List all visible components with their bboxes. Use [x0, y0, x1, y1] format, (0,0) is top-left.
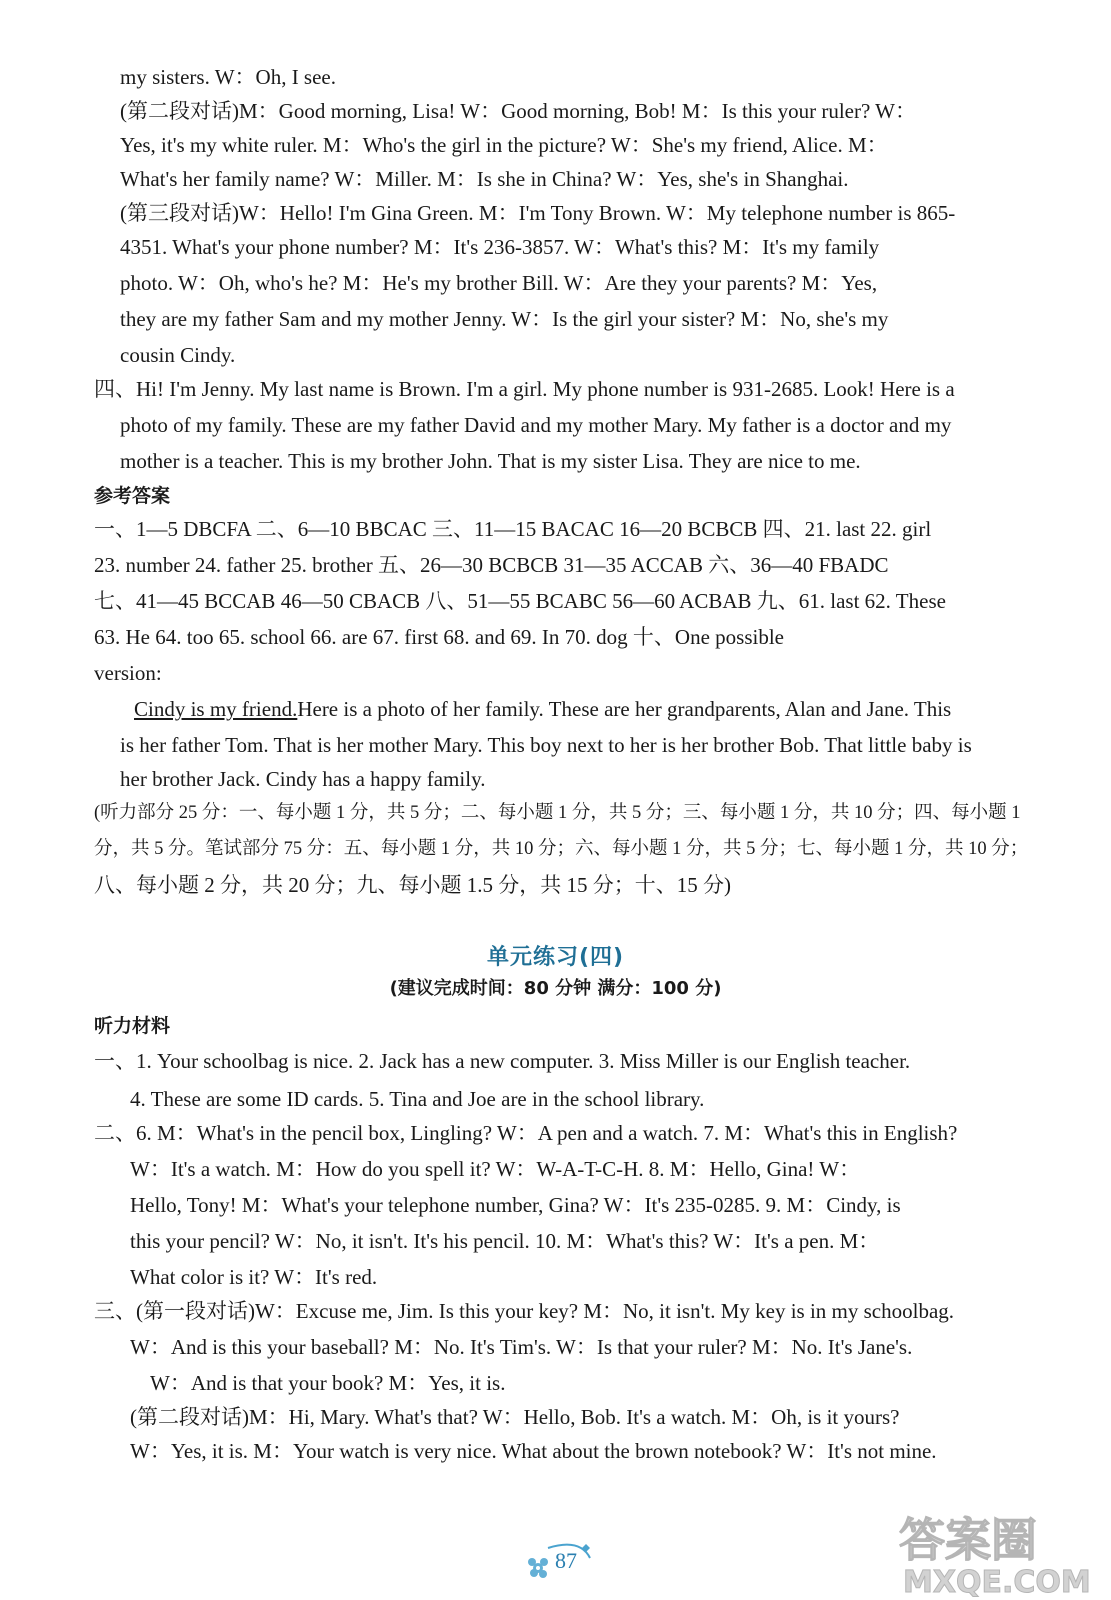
text-line: this your pencil? W：No, it isn't. It's his pencil. 10. M：What's this? W：It's a pen. M： [130, 1229, 880, 1253]
text-line: What's her family name? W：Miller. M：Is she in China? W：Yes, she's in Shanghai. [120, 167, 849, 191]
watermark-logo [895, 1508, 1100, 1598]
text-line: W：It's a watch. M：How do you spell it? W：W-A-T-C-H. 8. M：Hello, Gina! W： [130, 1157, 861, 1181]
text-line: Hello, Tony! M：What's your telephone number, Gina? W：It's 235-0285. 9. M：Cindy, is [130, 1193, 901, 1217]
text-line: (第三段对话)W：Hello! I'm Gina Green. M：I'm Tony Brown. W：My telephone number is 865- [120, 201, 956, 225]
text-line: 八、每小题 2 分，共 20 分；九、每小题 1.5 分，共 15 分；十、15 分) [94, 873, 731, 897]
text-line: version: [94, 661, 162, 685]
text-line: 4351. What's your phone number? M：It's 236-3857. W：What's this? M：It's my family [120, 235, 880, 259]
text-line: 三、(第一段对话)W：Excuse me, Jim. Is this your key? M：No, it isn't. My key is in my schoolbag. [94, 1299, 955, 1323]
page-number [520, 1540, 610, 1580]
essay-first-line-rest: Here is a photo of her family. These are her grandparents, Alan and Jane. This [297, 697, 952, 721]
text-line: 一、1. Your schoolbag is nice. 2. Jack has a new computer. 3. Miss Miller is our English teacher. [94, 1049, 911, 1073]
text-line: Yes, it's my white ruler. M：Who's the girl in the picture? W：She's my friend, Alice. M： [120, 133, 888, 157]
answers-heading: 参考答案 [94, 485, 171, 507]
text-line: photo. W：Oh, who's he? M：He's my brother Bill. W：Are they your parents? M：Yes, [120, 271, 878, 295]
text-line: my sisters. W：Oh, I see. [120, 65, 336, 89]
text-line: (第二段对话)M：Hi, Mary. What's that? W：Hello, Bob. It's a watch. M：Oh, is it yours? [130, 1405, 900, 1429]
text-line: 63. He 64. too 65. school 66. are 67. first 68. and 69. In 70. dog 十、One possible [94, 625, 784, 649]
text-line: 23. number 24. father 25. brother 五、26—30 BCBCB 31—35 ACCAB 六、36—40 FBADC [94, 553, 889, 577]
text-line: her brother Jack. Cindy has a happy family. [120, 767, 486, 791]
text-line: 二、6. M：What's in the pencil box, Lingling? W：A pen and a watch. 7. M：What's this in English? [94, 1121, 958, 1145]
page-number-text: 87 [555, 1548, 577, 1573]
text-line: What color is it? W：It's red. [130, 1265, 378, 1289]
text-line: 4. These are some ID cards. 5. Tina and Joe are in the school library. [130, 1087, 705, 1111]
text-line: they are my father Sam and my mother Jenny. W：Is the girl your sister? M：No, she's my [120, 307, 889, 331]
text-line: mother is a teacher. This is my brother John. That is my sister Lisa. They are nice to me. [120, 449, 861, 473]
text-line: is her father Tom. That is her mother Mary. This boy next to her is her brother Bob. That little baby is [120, 733, 972, 757]
text-line: W：And is this your baseball? M：No. It's Tim's. W：Is that your ruler? M：No. It's Jane's. [130, 1335, 913, 1359]
listening-heading: 听力材料 [94, 1015, 171, 1037]
text-line: W：And is that your book? M：Yes, it is. [150, 1371, 506, 1395]
text-line: (听力部分 25 分：一、每小题 1 分，共 5 分；二、每小题 1 分，共 5 分；三、每小题 1 分，共 10 分；四、每小题 1 [94, 803, 1021, 823]
text-line: photo of my family. These are my father David and my mother Mary. My father is a doctor and my [120, 413, 952, 437]
essay-first-line [134, 694, 1039, 724]
text-line: 一、1—5 DBCFA 二、6—10 BBCAC 三、11—15 BACAC 16—20 BCBCB 四、21. last 22. girl [94, 517, 932, 541]
text-line: 四、Hi! I'm Jenny. My last name is Brown. I'm a girl. My phone number is 931-2685. Look! Here is a [94, 377, 955, 401]
watermark-domain: MXQE.COM [903, 1565, 1091, 1598]
watermark-chinese: 答案圈 [899, 1513, 1037, 1567]
text-line: (第二段对话)M：Good morning, Lisa! W：Good morning, Bob! M：Is this your ruler? W： [120, 99, 916, 123]
text-line: cousin Cindy. [120, 343, 236, 367]
section-subtitle: (建议完成时间：80 分钟 满分：100 分) [389, 978, 722, 999]
text-line: W：Yes, it is. M：Your watch is very nice. What about the brown notebook? W：It's not mine. [130, 1439, 937, 1463]
essay-opening-sentence: Cindy is my friend. [134, 697, 298, 721]
text-line: 分，共 5 分。笔试部分 75 分：五、每小题 1 分，共 10 分；六、每小题 1 分，共 5 分；七、每小题 1 分，共 10 分； [94, 839, 1029, 859]
section-title: 单元练习(四) [486, 945, 625, 970]
text-line: 七、41—45 BCCAB 46—50 CBACB 八、51—55 BCABC 56—60 ACBAB 九、61. last 62. These [94, 589, 946, 613]
